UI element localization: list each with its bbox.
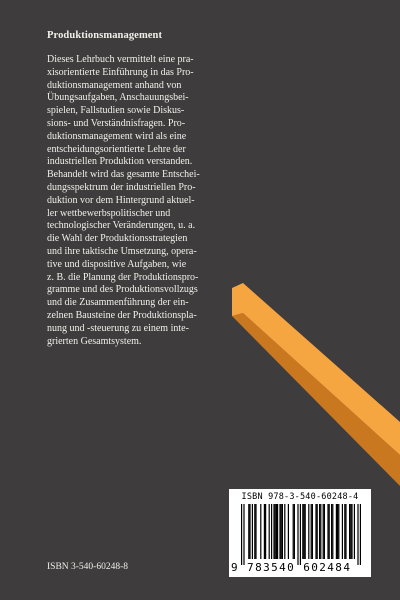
blurb-line: Dieses Lehrbuch vermittelt eine pra- xyxy=(47,54,194,65)
barcode-bar xyxy=(305,504,306,559)
barcode-bar xyxy=(276,504,277,559)
barcode-bar xyxy=(329,504,330,559)
blurb-line: tive und dispositive Aufgaben, wie xyxy=(47,258,187,270)
blurb-line: und die Zusammenführung der ein- xyxy=(47,297,189,309)
barcode-bar xyxy=(249,504,250,559)
blurb-line: sions- und Verständnisfragen. Pro- xyxy=(47,117,186,129)
barcode-bar xyxy=(324,504,325,559)
barcode-bar xyxy=(300,504,301,565)
barcode-bar xyxy=(303,504,304,559)
barcode-bar xyxy=(350,504,351,559)
barcode-bar xyxy=(297,504,298,565)
barcode-isbn-label: ISBN 978-3-540-60248-4 xyxy=(241,492,359,502)
barcode-bar xyxy=(277,504,278,559)
barcode-bar xyxy=(345,504,346,559)
barcode-bar xyxy=(319,504,320,559)
barcode-bar xyxy=(265,504,266,559)
blurb-line: technologischer Veränderungen, u. a. xyxy=(47,220,196,232)
barcode xyxy=(229,489,371,577)
barcode-bar xyxy=(260,504,261,559)
barcode-bar xyxy=(349,504,350,559)
barcode-bar xyxy=(282,504,283,559)
barcode-bar xyxy=(317,504,318,559)
barcode-bar xyxy=(288,504,289,559)
barcode-bar xyxy=(241,504,242,565)
barcode-bar xyxy=(360,504,361,565)
blurb-line: duktion vor dem Hintergrund aktuel- xyxy=(47,194,195,206)
barcode-bar xyxy=(293,504,294,559)
blurb-line: dungsspektrum der industriellen Pro- xyxy=(47,181,196,193)
barcode-bar xyxy=(243,504,244,565)
blurb-line: xisorientierte Einführung in das Pro- xyxy=(47,66,194,78)
barcode-bar xyxy=(252,504,253,559)
barcode-bar xyxy=(294,504,295,559)
barcode-bar xyxy=(271,504,272,559)
blurb-line: die Wahl der Produktionsstrategien xyxy=(47,233,188,245)
barcode-bar xyxy=(281,504,282,559)
barcode-bar xyxy=(284,504,285,559)
blurb-line: Übungsaufgaben, Anschauungsbei- xyxy=(47,92,189,104)
barcode-bar xyxy=(264,504,265,559)
barcode-bar xyxy=(254,504,255,559)
isbn-label: ISBN 3-540-60248-8 xyxy=(47,562,129,572)
blurb-line: gramme und des Produktionsvollzugs xyxy=(47,284,198,296)
barcode-bar xyxy=(315,504,316,559)
barcode-bar xyxy=(336,504,337,559)
barcode-bar xyxy=(248,504,249,559)
barcode-bar xyxy=(311,504,312,559)
barcode-bar xyxy=(354,504,355,559)
page-title: Produktionsmanagement xyxy=(47,30,163,41)
barcode-bar xyxy=(308,504,309,559)
barcode-bar xyxy=(279,504,280,559)
blurb-line: industriellen Produktion verstanden. xyxy=(47,156,193,168)
stripe-light-face xyxy=(232,283,400,455)
barcode-bar xyxy=(332,504,333,559)
barcode-bar xyxy=(302,504,303,559)
blurb-line: zelnen Bausteine der Produktionspla- xyxy=(47,309,197,321)
barcode-bar xyxy=(357,504,358,565)
barcode-bar xyxy=(273,504,274,559)
barcode-bar xyxy=(351,504,352,559)
blurb-line: duktionsmanagement anhand von xyxy=(47,79,182,91)
barcode-bar xyxy=(327,504,328,559)
barcode-bar xyxy=(269,504,270,559)
barcode-bar xyxy=(255,504,256,559)
barcode-bar xyxy=(323,504,324,559)
barcode-bar xyxy=(331,504,332,559)
barcode-bar xyxy=(275,504,276,559)
barcode-bar xyxy=(342,504,343,559)
barcode-bar xyxy=(337,504,338,559)
barcode-bar xyxy=(312,504,313,559)
barcode-bar xyxy=(338,504,339,559)
blurb-line: z. B. die Planung der Produktionspro- xyxy=(47,271,199,283)
blurb-line: duktionsmanagement wird als eine xyxy=(47,130,187,142)
blurb-line: ler wettbewerbspolitischer und xyxy=(47,207,171,219)
blurb-line: Behandelt wird das gesamte Entschei- xyxy=(47,169,200,181)
barcode-digits: 9 783540 602484 xyxy=(231,561,352,574)
blurb-line: entscheidungsorientierte Lehre der xyxy=(47,143,186,155)
blurb-line: und ihre taktische Umsetzung, opera- xyxy=(47,245,197,257)
blurb-line: grierten Gesamtsystem. xyxy=(47,335,142,347)
blurb-line: spielen, Fallstudien sowie Diskus- xyxy=(47,105,185,117)
stripe-shadow-face xyxy=(232,313,400,486)
barcode-bar xyxy=(344,504,345,559)
blurb-line: nung und -steuerung zu einem inte- xyxy=(47,322,189,334)
barcode-bar xyxy=(320,504,321,559)
